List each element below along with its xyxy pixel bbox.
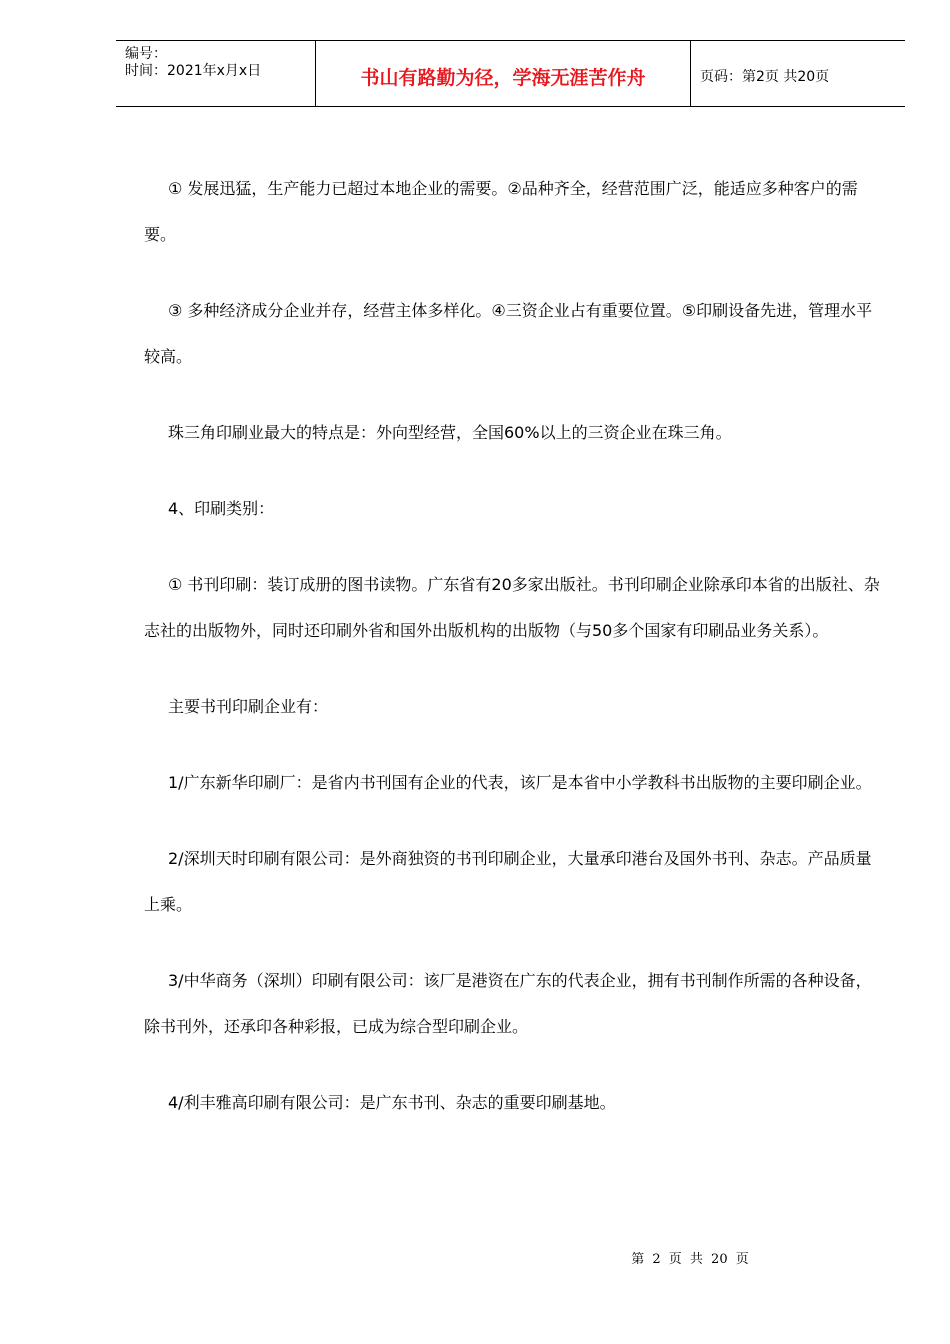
paragraph: ① 发展迅猛，生产能力已超过本地企业的需要。②品种齐全，经营范围广泛，能适应多种客户的需要。 <box>144 179 858 244</box>
list-item: 4/利丰雅高印刷有限公司：是广东书刊、杂志的重要印刷基地。 <box>168 1093 616 1112</box>
page-footer <box>0 1248 950 1267</box>
paragraph: ① 书刊印刷：装订成册的图书读物。广东省有20多家出版社。书刊印刷企业除承印本省的出版社、杂志社的出版物外，同时还印刷外省和国外出版机构的出版物（与50多个国家有印刷品业务关系）。 <box>144 575 880 640</box>
header-motto: 书山有路勤为径，学海无涯苦作舟 <box>360 67 646 89</box>
section-heading: 4、印刷类别： <box>168 499 275 518</box>
header-motto-cell <box>316 41 691 106</box>
footer-page-number: 第 2 页 共 20 页 <box>631 1252 749 1267</box>
header-page-info: 页码：第2页 共20页 <box>700 69 830 85</box>
document-date: 时间：2021年x月x日 <box>125 63 262 79</box>
list-item: 1/广东新华印刷厂：是省内书刊国有企业的代表，该厂是本省中小学教科书出版物的主要印刷企业。 <box>168 773 872 792</box>
list-item: 2/深圳天时印刷有限公司：是外商独资的书刊印刷企业，大量承印港台及国外书刊、杂志。产品质量上乘。 <box>144 849 872 914</box>
list-item: 3/中华商务（深圳）印刷有限公司：该厂是港资在广东的代表企业，拥有书刊制作所需的各种设备，除书刊外，还承印各种彩报，已成为综合型印刷企业。 <box>144 971 872 1036</box>
header-page-cell <box>691 41 905 106</box>
paragraph: 珠三角印刷业最大的特点是：外向型经营，全国60%以上的三资企业在珠三角。 <box>168 423 732 442</box>
page-header <box>116 40 905 107</box>
paragraph: 主要书刊印刷企业有： <box>168 697 329 716</box>
paragraph: ③ 多种经济成分企业并存，经营主体多样化。④三资企业占有重要位置。⑤印刷设备先进，管理水平较高。 <box>144 301 873 366</box>
document-id-label: 编号： <box>125 46 167 62</box>
header-meta-cell <box>116 41 316 106</box>
document-body <box>144 166 880 1156</box>
